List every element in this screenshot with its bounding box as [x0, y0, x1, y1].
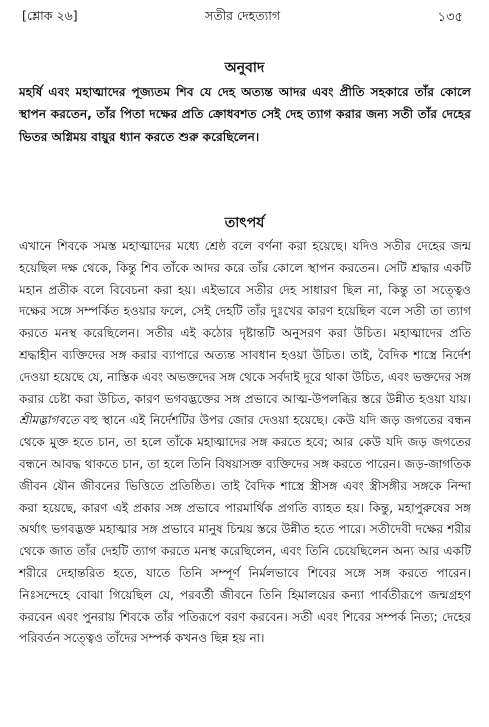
- translation-text: মহর্ষি এবং মহাত্মাদের পূজ্যতম শিব যে দেহ অত্যন্ত আদর এবং প্রীতি সহকারে তাঁর কোলে স্থাপন করতেন, তাঁর পিতা দক্ষের প্রতি ক্রোধবশত সেই দেহ ত্যাগ করার জন্য সতী তাঁর দেহের ভিতর অগ্নিময় বায়ুর ধ্যান করতে শুরু করেছিলেন।: [19, 85, 471, 144]
- chapter-title: সতীর দেহত্যাগ: [204, 8, 281, 23]
- translation-heading: অনুবাদ: [224, 60, 265, 76]
- purport-text: [19, 236, 471, 650]
- purport-italic-reference: শ্রীমদ্ভাগবতে: [19, 413, 79, 428]
- page-number: ১৩৫: [437, 10, 463, 25]
- purport-text-part2: বহু স্থানে এই নির্দেশটির উপর জোর দেওয়া হয়েছে। কেউ যদি জড় জগতের বন্ধন থেকে মুক্ত হতে চান, তা হলে তাঁকে মহাত্মাদের সঙ্গ করতে হবে; আর কেউ যদি জড় জগতের বন্ধনে আবদ্ধ থাকতে চান, তা হলে তিনি বিষয়াসক্ত ব্যক্তিদের সঙ্গ করতে পারেন। জড়-জাগতিক জীবন যৌন জীবনের ভিত্তিতে প্রতিষ্ঠিত। তাই বৈদিক শাস্ত্রে স্ত্রীসঙ্গ এবং স্ত্রীসঙ্গীর সঙ্গকে নিন্দা করা হয়েছে, কারণ এই প্রকার সঙ্গ প্রভাবে পারমার্থিক প্রগতি ব্যাহত হয়। কিন্তু, মহাপুরুষের সঙ্গ অর্থাৎ ভগবদ্ভক্ত মহাত্মার সঙ্গ প্রভাবে মানুষ চিন্ময় স্তরে উন্নীত হতে পারে। সতীদেবী দক্ষের শরীর থেকে জাত তাঁর দেহটি ত্যাগ করতে মনস্থ করেছিলেন, এবং তিনি চেয়েছিলেন অন্য আর একটি শরীরে দেহান্তরিত হতে, যাতে তিনি সম্পূর্ণ নির্মলভাবে শিবের সঙ্গে সঙ্গ করতে পারেন। নিঃসন্দেহে বোঝা গিয়েছিল যে, পরবর্তী জীবনে তিনি হিমালয়ের কন্যা পার্বতীরূপে জন্মগ্রহণ করবেন এবং পুনরায় শিবকে তাঁর পতিরূপে বরণ করবেন। সতী এবং শিবের সম্পর্ক নিত্য; দেহের পরিবর্তন সত্ত্বেও তাঁদের সম্পর্ক কখনও ছিন্ন হয় না।: [19, 413, 471, 646]
- page-header: [22, 8, 463, 30]
- verse-reference: [শ্লোক ২৬]: [22, 8, 78, 23]
- purport-text-part1: এখানে শিবকে সমস্ত মহাত্মাদের মধ্যে শ্রেষ্ঠ বলে বর্ণনা করা হয়েছে। যদিও সতীর দেহের জন্ম হয়েছিল দক্ষ থেকে, কিন্তু শিব তাঁকে আদর করে তাঁর কোলে স্থাপন করতেন। সেটি শ্রদ্ধার একটি মহান প্রতীক বলে বিবেচনা করা হয়। এইভাবে সতীর দেহ সাধারণ ছিল না, কিন্তু তা সত্ত্বেও দক্ষের সঙ্গে সম্পর্কিত হওয়ার ফলে, সেই দেহটি তাঁর দুঃখের কারণ হয়েছিল বলে সতী তা ত্যাগ করতে মনস্থ করেছিলেন। সতীর এই কঠোর দৃষ্টান্তটি অনুসরণ করা উচিত। মহাত্মাদের প্রতি শ্রদ্ধাহীন ব্যক্তিদের সঙ্গ করার ব্যাপারে অত্যন্ত সাবধান হওয়া উচিত। তাই, বৈদিক শাস্ত্রে নির্দেশ দেওয়া হয়েছে যে, নাস্তিক এবং অভক্তদের সঙ্গ থেকে সর্বদাই দূরে থাকা উচিত, এবং ভক্তদের সঙ্গ করার চেষ্টা করা উচিত, কারণ ভগবদ্ভক্তের সঙ্গ প্রভাবে আত্ম-উপলব্ধির স্তরে উন্নীত হওয়া যায়।: [19, 239, 471, 406]
- purport-heading: তাৎপর্য: [224, 215, 265, 231]
